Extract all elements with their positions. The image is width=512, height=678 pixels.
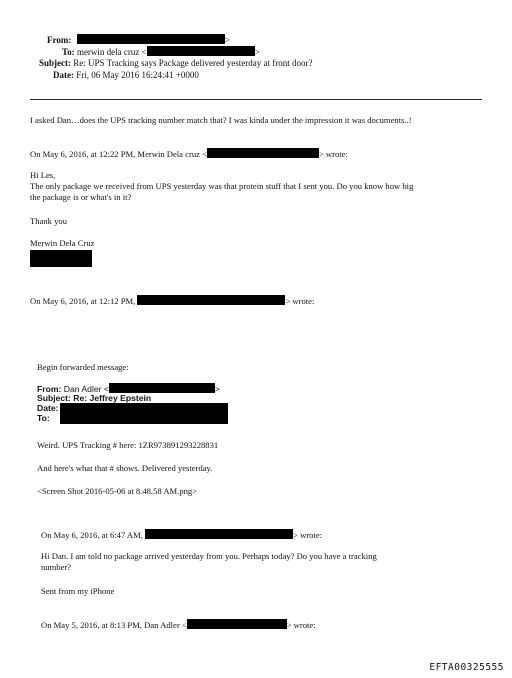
quote-attribution-2: On May 6, 2016, at 12:12 PM, > wrote: bbox=[30, 296, 315, 306]
greeting: Hi Les, bbox=[30, 170, 56, 180]
signature-name: Merwin Dela Cruz bbox=[30, 238, 95, 248]
fwd-header-redaction bbox=[60, 403, 228, 424]
to-label: To: bbox=[62, 47, 75, 57]
subject-value: Re: UPS Tracking says Package delivered yesterday at front door? bbox=[73, 58, 313, 68]
body-paragraph-line: number? bbox=[41, 562, 72, 572]
from-suffix: > bbox=[224, 35, 230, 45]
redaction-block bbox=[145, 529, 293, 539]
quote-attribution-4: On May 5, 2016, at 8:13 PM, Dan Adler < > wrote: bbox=[41, 620, 316, 630]
redaction-block bbox=[147, 46, 255, 56]
subject-label: Subject: bbox=[39, 58, 71, 68]
body-paragraph-line: the package is or what's in it? bbox=[30, 192, 132, 202]
header-subject-line bbox=[39, 58, 312, 69]
sent-from-line: Sent from my iPhone bbox=[41, 586, 115, 596]
redaction-block bbox=[207, 148, 319, 158]
body-paragraph-line: Hi Dan. I am told no package arrived yesterday from you. Perhaps today? Do you have a tracking bbox=[41, 551, 377, 561]
fwd-date-line: Date: bbox=[37, 403, 59, 413]
thanks-line: Thank you bbox=[30, 216, 67, 226]
redaction-block bbox=[137, 295, 285, 305]
reply-text: I asked Dan…does the UPS tracking number match that? I was kinda under the impression it was documents..! bbox=[30, 115, 412, 125]
header-divider bbox=[30, 99, 482, 100]
forward-intro: Begin forwarded message: bbox=[37, 362, 129, 372]
date-label: Date: bbox=[53, 70, 74, 80]
to-suffix: > bbox=[254, 47, 260, 57]
date-value: Fri, 06 May 2016 16:24:41 +0000 bbox=[76, 70, 199, 80]
attachment-placeholder: <Screen Shot 2016-05-06 at 8.48.58 AM.png> bbox=[37, 486, 198, 496]
to-value: merwin dela cruz < bbox=[76, 47, 147, 57]
bates-number: EFTA00325555 bbox=[429, 662, 504, 673]
shows-line: And here's what that # shows. Delivered yesterday. bbox=[37, 463, 213, 473]
header-from-line bbox=[47, 34, 230, 46]
redaction-block bbox=[109, 383, 215, 393]
fwd-to-line: To: bbox=[37, 413, 50, 423]
from-label: From: bbox=[47, 35, 72, 45]
signature-redaction bbox=[30, 250, 92, 267]
body-paragraph-line: The only package we received from UPS yesterday was that protein stuff that I sent you. Do you know how big bbox=[30, 181, 414, 191]
quote-attribution-3: On May 6, 2016, at 6:47 AM, > wrote: bbox=[41, 530, 323, 540]
header-date-line bbox=[53, 70, 199, 81]
fwd-subject-line: Subject: Re: Jeffrey Epstein bbox=[37, 393, 152, 403]
weird-line: Weird. UPS Tracking # here: 1ZR973891293228831 bbox=[37, 440, 219, 450]
redaction-block bbox=[77, 34, 225, 44]
fwd-from-line: From: Dan Adler < > bbox=[37, 384, 220, 394]
quote-attribution-1: On May 6, 2016, at 12:22 PM, Merwin Dela cruz < > wrote: bbox=[30, 149, 348, 159]
redaction-block bbox=[187, 619, 287, 629]
header-to-line bbox=[62, 46, 260, 58]
